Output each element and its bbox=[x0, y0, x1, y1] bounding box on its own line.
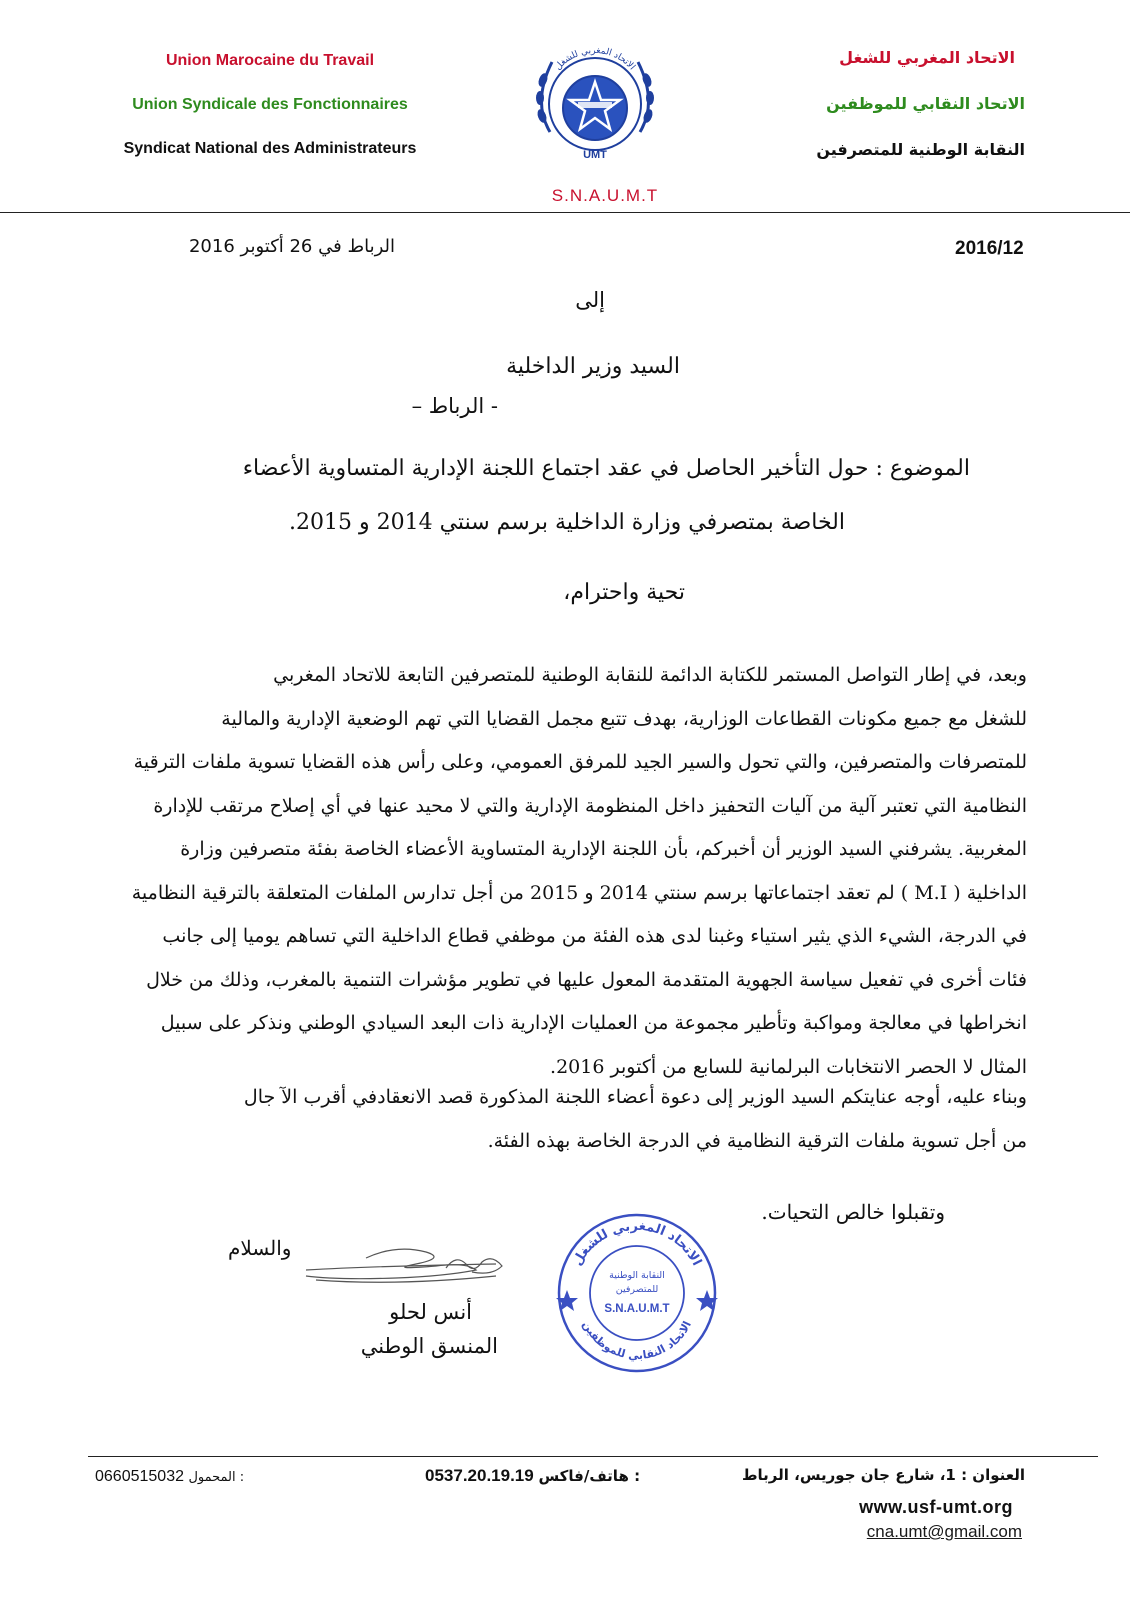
recipient-city: - الرباط – bbox=[411, 394, 498, 418]
acronym: S.N.A.U.M.T bbox=[551, 186, 659, 205]
body-line: الداخلية ( M.I ) لم تعقد اجتماعاتها برسم سنتي 2014 و 2015 من أجل تدارس الملفات المتعلقة بالترقية النظامية bbox=[131, 881, 1027, 904]
footer-website[interactable]: www.usf-umt.org bbox=[859, 1497, 1013, 1517]
hands-icon bbox=[578, 102, 612, 108]
body-line: للشغل مع جميع مكونات القطاعات الوزارية، بهدف تتبع مجمل القضايا التي تهم الوضعية الإدارية والمالية bbox=[221, 707, 1027, 730]
closing-line: من أجل تسوية ملفات الترقية النظامية في الدرجة الخاصة بهذه الفئة. bbox=[487, 1129, 1027, 1152]
signer-title: المنسق الوطني bbox=[360, 1334, 498, 1358]
date-line: الرباط في 26 أكتوبر 2016 bbox=[188, 236, 395, 257]
closing-line: وبناء عليه، أوجه عنايتكم السيد الوزير إلى دعوة أعضاء اللجنة المذكورة قصد الانعقادفي أقرب الآ جال bbox=[243, 1086, 1027, 1108]
body-line: في الدرجة، الشيء الذي يثير استياء وغبنا لدى هذه الفئة من موظفي قطاع الداخلية التي تساهم يوميا إلى جانب bbox=[162, 925, 1027, 947]
footer-phone: 0537.20.19.19 bbox=[425, 1466, 534, 1485]
stamp-center-line-2: للمتصرفين bbox=[615, 1284, 659, 1295]
body-line: المغربية. يشرفني السيد الوزير أن أخبركم، بأن اللجنة الإدارية المتساوية الأعضاء الخاصة بفئة متصرفين وزارة bbox=[180, 838, 1027, 860]
body-line: المثال لا الحصر الانتخابات البرلمانية للسابع من أكتوبر 2016. bbox=[550, 1055, 1027, 1078]
body-line: وبعد، في إطار التواصل المستمر للكتابة الدائمة للنقابة الوطنية للمتصرفين التابعة للاتحاد المغربي bbox=[273, 664, 1027, 686]
umt-logo bbox=[530, 32, 660, 172]
footer-mobile-label: المحمول : bbox=[188, 1470, 245, 1485]
logo-umt-text: UMT bbox=[583, 149, 607, 161]
body-line: فئات أخرى في تفعيل سياسة الجهوية المتقدمة المعول عليها في تطوير مؤشرات التنمية بالمغرب، وذلك من خلال bbox=[146, 968, 1027, 991]
header-fr-syndicat: Syndicat National des Administrateurs bbox=[123, 140, 417, 157]
header-fr-usf: Union Syndicale des Fonctionnaires bbox=[132, 96, 408, 113]
footer-phone-group bbox=[425, 1466, 640, 1486]
regards-line: وتقبلوا خالص التحيات. bbox=[761, 1200, 945, 1224]
body-line: انخراطها في معالجة ومواكبة وتأطير مجموعة من العمليات الإدارية ذات البعد السيادي الوطني ونذكر على سبيل bbox=[160, 1012, 1027, 1034]
subject-line-2: الخاصة بمتصرفي وزارة الداخلية برسم سنتي 2014 و 2015. bbox=[288, 510, 845, 535]
svg-text:الاتحاد المغربي للشغل bbox=[570, 1219, 704, 1269]
footer-email[interactable]: cna.umt@gmail.com bbox=[866, 1522, 1022, 1541]
header-ar-usf: الاتحاد النقابي للموظفين bbox=[826, 94, 1025, 113]
header-ar-snaumt: النقابة الوطنية للمتصرفين bbox=[816, 140, 1025, 159]
body-paragraph bbox=[37, 654, 1027, 1089]
official-stamp bbox=[552, 1208, 722, 1378]
logo-ring-text: الاتحاد المغربي للشغل bbox=[553, 45, 637, 73]
footer-address: العنوان : 1، شارع جان جوريس، الرباط bbox=[741, 1466, 1025, 1484]
recipient-name: السيد وزير الداخلية bbox=[506, 354, 680, 379]
footer-mobile-group bbox=[95, 1468, 244, 1486]
greeting: تحية واحترام، bbox=[563, 580, 685, 605]
body-line: النظامية التي تعتبر آلية من آليات التحفيز داخل المنظومة الإدارية والتي لا محيد عنها في أي إصلاح مرتقب للإدارة bbox=[153, 794, 1027, 817]
signer-name: أنس لحلو bbox=[389, 1300, 472, 1324]
footer-phone-label: هاتف/فاكس : bbox=[538, 1467, 641, 1485]
header-fr-umt: Union Marocaine du Travail bbox=[165, 52, 375, 69]
stamp-center-code: S.N.A.U.M.T bbox=[604, 1303, 670, 1315]
footer-divider bbox=[88, 1456, 1098, 1457]
stamp-ring-bottom: الاتحاد النقابي للموظفين bbox=[580, 1318, 694, 1363]
subject-line-1: الموضوع : حول التأخير الحاصل في عقد اجتماع اللجنة الإدارية المتساوية الأعضاء bbox=[242, 456, 970, 481]
stamp-center-line-1: النقابة الوطنية bbox=[609, 1270, 665, 1281]
body-line: للمتصرفات والمتصرفين، والتي تحول والسير الجيد للمرفق العمومي، وعلى رأس هذه القضايا تسوية ملفات الترقية bbox=[133, 751, 1027, 773]
recipient-to: إلى bbox=[575, 288, 605, 312]
peace-line: والسلام bbox=[228, 1236, 292, 1260]
header-ar-umt: الاتحاد المغربي للشغل bbox=[839, 48, 1015, 67]
header-divider bbox=[0, 212, 1130, 213]
signature-image bbox=[296, 1236, 526, 1296]
footer-mobile: 0660515032 bbox=[95, 1468, 184, 1485]
closing-paragraph bbox=[37, 1076, 1027, 1163]
reference-number: 2016/12 bbox=[955, 238, 1024, 259]
stamp-ring-top: الاتحاد المغربي للشغل bbox=[570, 1218, 705, 1269]
